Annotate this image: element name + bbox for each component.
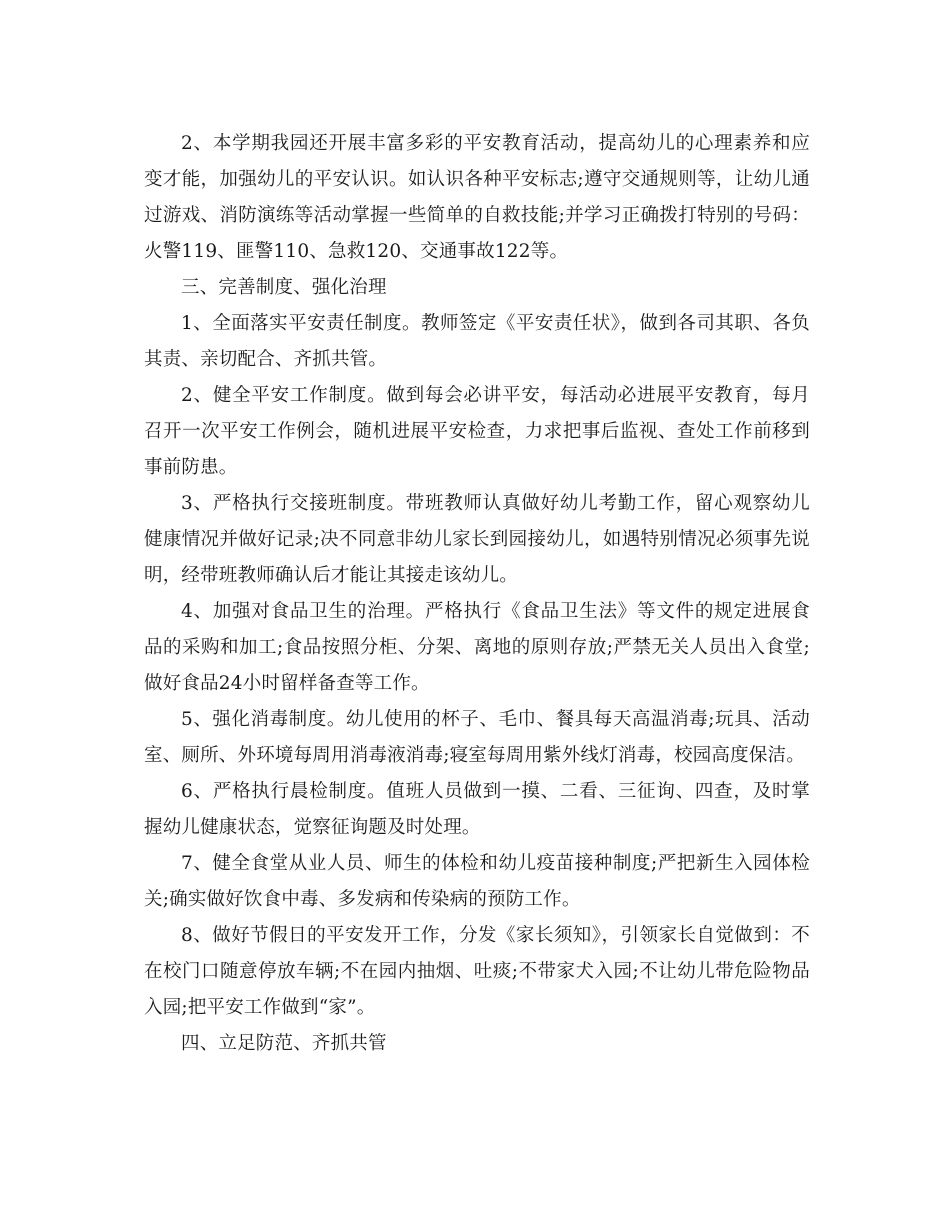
paragraph-health-exam: 7、健全食堂从业人员、师生的体检和幼儿疫苗接种制度;严把新生入园体检关;确实做好饮食中毒、多发病和传染病的预防工作。 — [144, 853, 810, 910]
paragraph-holiday-safety: 8、做好节假日的平安发开工作，分发《家长须知》，引领家长自觉做到：不在校门口随意停放车辆;不在园内抽烟、吐痰;不带家犬入园;不让幼儿带危险物品入园;把平安工作做到“家”。 — [144, 925, 810, 1018]
paragraph-responsibility: 1、全面落实平安责任制度。教师签定《平安责任状》，做到各司其职、各负其责、亲切配合、齐抓共管。 — [144, 313, 810, 370]
paragraph-work-system: 2、健全平安工作制度。做到每会必讲平安，每活动必进展平安教育，每月召开一次平安工作例会，随机进展平安检查，力求把事后监视、查处工作前移到事前防患。 — [144, 385, 810, 478]
section-heading-4: 四、立足防范、齐抓共管 — [181, 1033, 387, 1054]
paragraph-safety-education: 2、本学期我园还开展丰富多彩的平安教育活动，提高幼儿的心理素养和应变才能，加强幼儿的平安认识。如认识各种平安标志;遵守交通规则等，让幼儿通过游戏、消防演练等活动掌握一些简单的自救技能;并学习正确拨打特别的号码：火警119、匪警110、急救120、交通事故122等。 — [144, 133, 810, 262]
section-heading-3: 三、完善制度、强化治理 — [181, 277, 387, 298]
paragraph-morning-check: 6、严格执行晨检制度。值班人员做到一摸、二看、三征询、四查，及时掌握幼儿健康状态，觉察征询题及时处理。 — [144, 781, 810, 838]
paragraph-handover: 3、严格执行交接班制度。带班教师认真做好幼儿考勤工作，留心观察幼儿健康情况并做好记录;决不同意非幼儿家长到园接幼儿，如遇特别情况必须事先说明，经带班教师确认后才能让其接走该幼儿。 — [144, 493, 810, 586]
document-body — [144, 126, 810, 1062]
paragraph-food-hygiene: 4、加强对食品卫生的治理。严格执行《食品卫生法》等文件的规定进展食品的采购和加工;食品按照分柜、分架、离地的原则存放;严禁无关人员出入食堂;做好食品24小时留样备查等工作。 — [144, 601, 810, 694]
paragraph-disinfection: 5、强化消毒制度。幼儿使用的杯子、毛巾、餐具每天高温消毒;玩具、活动室、厕所、外环境每周用消毒液消毒;寝室每周用紫外线灯消毒，校园高度保洁。 — [144, 709, 810, 766]
